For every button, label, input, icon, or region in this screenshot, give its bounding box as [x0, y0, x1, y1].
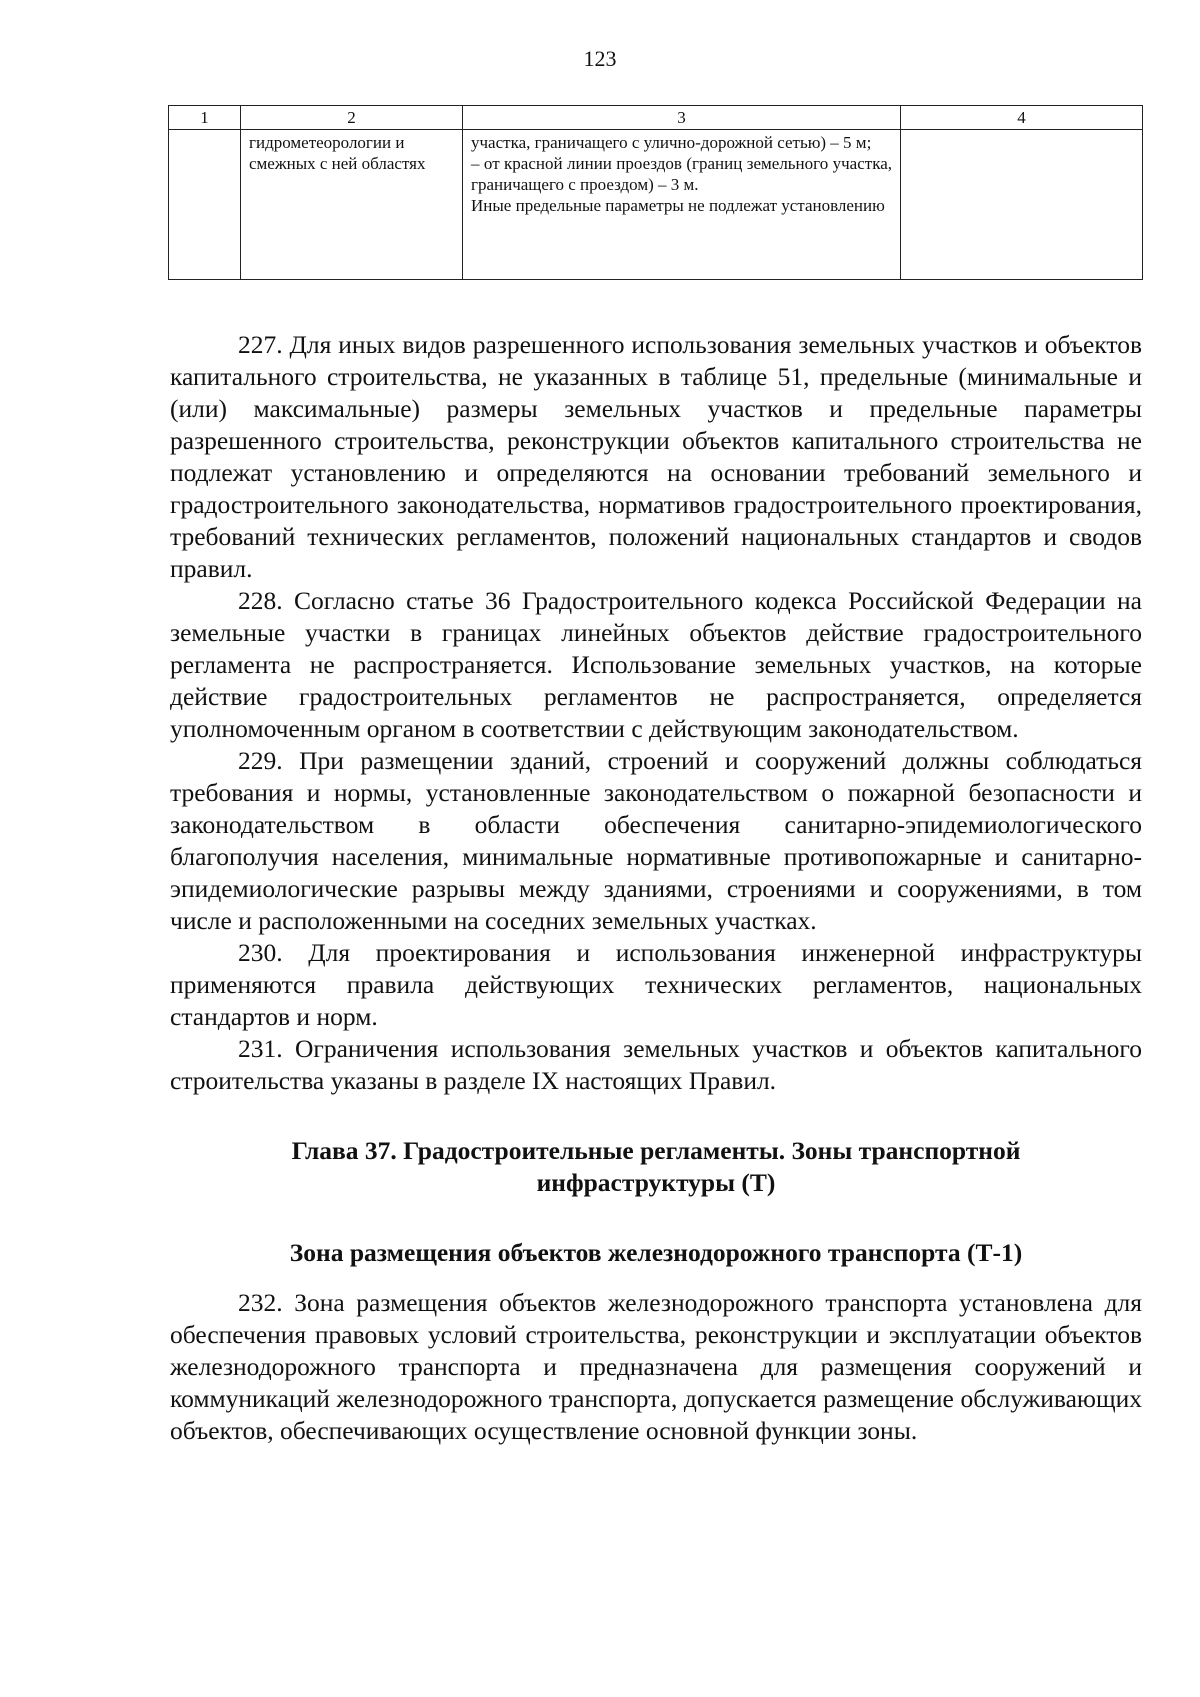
page-number: 123	[583, 46, 617, 71]
chapter-heading	[170, 1135, 1142, 1199]
regulation-table	[168, 105, 1143, 280]
table-cell-number	[169, 130, 241, 280]
table-header-row	[169, 106, 1143, 130]
paragraph-230: 230. Для проектирования и использования инженерной инфраструктуры применяются правила действующих технических регламентов, национальных стандартов и норм.	[170, 938, 1142, 1031]
zone-heading: Зона размещения объектов железнодорожного транспорта (Т-1)	[289, 1238, 1023, 1267]
table-header-cell: 1	[169, 106, 241, 130]
parameter-line: – от красной линии проездов (границ земельного участка, граничащего с проездом) – 3 м.	[471, 154, 892, 194]
table-cell-use-type: гидрометеорологии и смежных с ней областях	[241, 130, 463, 280]
table-header-cell: 3	[463, 106, 901, 130]
chapter-heading-line: Глава 37. Градостроительные регламенты. Зоны транспортной	[291, 1136, 1021, 1165]
parameter-line: участка, граничащего с улично-дорожной сетью) – 5 м;	[471, 133, 872, 152]
chapter-heading-line: инфраструктуры (Т)	[536, 1168, 776, 1197]
paragraph-232: 232. Зона размещения объектов железнодорожного транспорта установлена для обеспечения правовых условий строительства, реконструкции и эксплуатации объектов железнодорожного транспорта и предназначена для размещения сооружений и коммуникаций железнодорожного транспорта, допускается размещение обслуживающих объектов, обеспечивающих осуществление основной функции зоны.	[170, 1288, 1142, 1445]
paragraph-228: 228. Согласно статье 36 Градостроительного кодекса Российской Федерации на земельные участки в границах линейных объектов действие градостроительного регламента не распространяется. Использование земельных участков, на которые действие градостроительных регламентов не распространяется, определяется уполномоченным органом в соответствии с действующим законодательством.	[170, 586, 1142, 743]
parameter-line: Иные предельные параметры не подлежат установлению	[471, 196, 885, 215]
table-row	[169, 130, 1143, 280]
table-header-cell: 2	[241, 106, 463, 130]
paragraph-231: 231. Ограничения использования земельных участков и объектов капитального строительства указаны в разделе IX настоящих Правил.	[170, 1034, 1142, 1095]
document-body	[170, 329, 1142, 1447]
paragraph-229: 229. При размещении зданий, строений и сооружений должны соблюдаться требования и нормы, установленные законодательством о пожарной безопасности и законодательством в области обеспечения санитарно-эпидемиологического благополучия населения, минимальные нормативные противопожарные и санитарно-эпидемиологические разрывы между зданиями, строениями и сооружениями, в том числе и расположенными на соседних земельных участках.	[170, 746, 1142, 935]
paragraph-227: 227. Для иных видов разрешенного использования земельных участков и объектов капитального строительства, не указанных в таблице 51, предельные (минимальные и (или) максимальные) размеры земельных участков и предельные параметры разрешенного строительства, реконструкции объектов капитального строительства не подлежат установлению и определяются на основании требований земельного и градостроительного законодательства, нормативов градостроительного проектирования, требований технических регламентов, положений национальных стандартов и сводов правил.	[170, 330, 1142, 583]
table-header-cell: 4	[901, 106, 1143, 130]
table-cell-notes	[901, 130, 1143, 280]
table-cell-parameters	[463, 130, 901, 280]
